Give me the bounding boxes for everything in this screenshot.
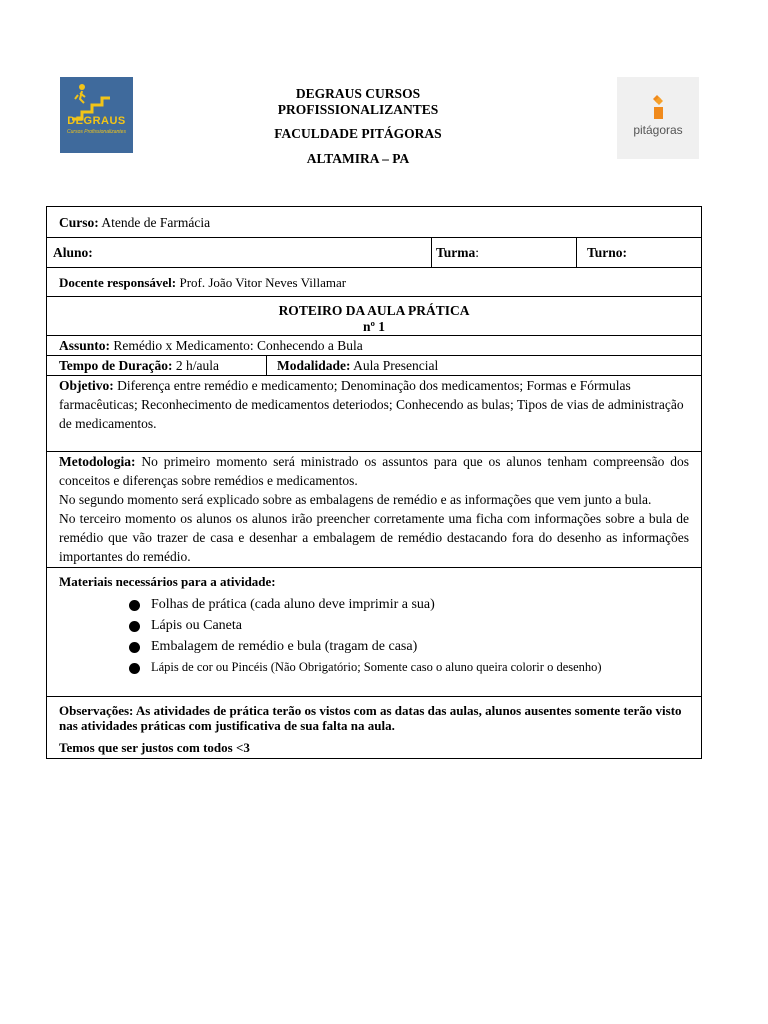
lesson-plan-table [46,206,702,759]
observacoes-text: Observações: As atividades de prática terão os vistos com as datas das aulas, alunos ausentes somente terão visto nas atividades práticas com justificativa de sua falta na aula. [59,703,682,733]
aluno-label: Aluno: [53,245,93,260]
assunto-row [47,336,702,356]
header-line-2: PROFISSIONALIZANTES [277,102,439,117]
header-line-3: FACULDADE PITÁGORAS [274,126,442,141]
tempo-value: 2 h/aula [175,358,219,373]
assunto-value: Remédio x Medicamento: Conhecendo a Bula [113,338,363,353]
metodologia-text-1: No primeiro momento será ministrado os assuntos para que os alunos tenham compreensão dos conceitos e diferenças sobre remédios e medicamentos. [59,454,690,488]
metodologia-row [47,452,702,568]
turma-colon: : [475,245,480,260]
docente-row [47,268,702,297]
turma-cell [432,238,577,268]
curso-value: Atende de Farmácia [101,215,211,230]
assunto-label: Assunto: [59,338,111,353]
curso-label: Curso: [59,215,99,230]
turno-label: Turno: [587,245,628,260]
docente-label: Docente responsável: [59,275,177,290]
header-line-1: DEGRAUS CURSOS [295,86,421,101]
bullet-icon [129,621,140,632]
materiais-list [59,594,689,678]
objetivo-label: Objetivo: [59,378,114,393]
roteiro-cell [47,297,702,336]
materiais-item-text: Embalagem de remédio e bula (tragam de casa) [151,639,418,654]
materiais-label: Materiais necessários para a atividade: [59,574,276,589]
observacoes-cell [47,697,702,759]
curso-row [47,207,702,238]
degraus-logo-text: DEGRAUS [67,115,126,127]
materiais-item-text: Lápis de cor ou Pincéis (Não Obrigatório; Somente caso o aluno queira colorir o desenho) [151,660,602,674]
bullet-icon [129,663,140,674]
list-item [129,657,689,678]
degraus-logo [60,77,133,153]
metodologia-paragraph-3: No terceiro momento os alunos os alunos irão preencher corretamente uma ficha com informações sobre a bula de remédio que vão trazer de casa e desenhar a embalagem de remédio destacando fora do desenho as informações importantes do remédio. [59,511,690,564]
modalidade-value: Aula Presencial [353,358,439,373]
roteiro-title: ROTEIRO DA AULA PRÁTICA [278,303,470,318]
bullet-icon [129,642,140,653]
pitagoras-logo [617,77,699,159]
list-item [129,594,689,615]
list-item [129,636,689,657]
observacoes-row [47,697,702,759]
modalidade-cell [267,356,702,376]
objetivo-cell [47,376,702,452]
roteiro-row [47,297,702,336]
metodologia-label: Metodologia: [59,454,136,469]
turno-cell [577,238,702,268]
bullet-icon [129,600,140,611]
metodologia-paragraph-2: No segundo momento será explicado sobre as embalagens de remédio e as informações que vem junto a bula. [59,492,652,507]
objetivo-row [47,376,702,452]
docente-value: Prof. João Vitor Neves Villamar [179,275,347,290]
modalidade-label: Modalidade: [277,358,351,373]
metodologia-paragraph-1 [59,452,689,490]
aluno-cell [47,238,432,268]
docente-cell [47,268,702,297]
final-note: Temos que ser justos com todos <3 [59,740,250,755]
materiais-item-text: Folhas de prática (cada aluno deve imprimir a sua) [151,597,435,612]
tempo-row [47,356,702,376]
objetivo-value: Diferença entre remédio e medicamento; Denominação dos medicamentos; Formas e Fórmulas farmacêuticas; Reconhecimento de medicamentos deteriodos; Conhecendo as bulas; Tipos de vias de administração de medicamentos. [59,378,684,431]
materiais-item-text: Lápis ou Caneta [151,618,242,633]
tempo-cell [47,356,267,376]
materiais-row [47,568,702,697]
aluno-row [47,238,702,268]
pitagoras-logo-text: pitágoras [633,123,683,137]
assunto-cell [47,336,702,356]
materiais-cell [47,568,702,697]
degraus-logo-subtext: Cursos Profissionalizantes [67,129,126,135]
curso-cell [47,207,702,238]
header-line-4: ALTAMIRA – PA [306,151,410,166]
tempo-label: Tempo de Duração: [59,358,173,373]
metodologia-cell [47,452,702,568]
turma-label: Turma [436,245,476,260]
roteiro-number: nº 1 [362,319,386,334]
list-item [129,615,689,636]
